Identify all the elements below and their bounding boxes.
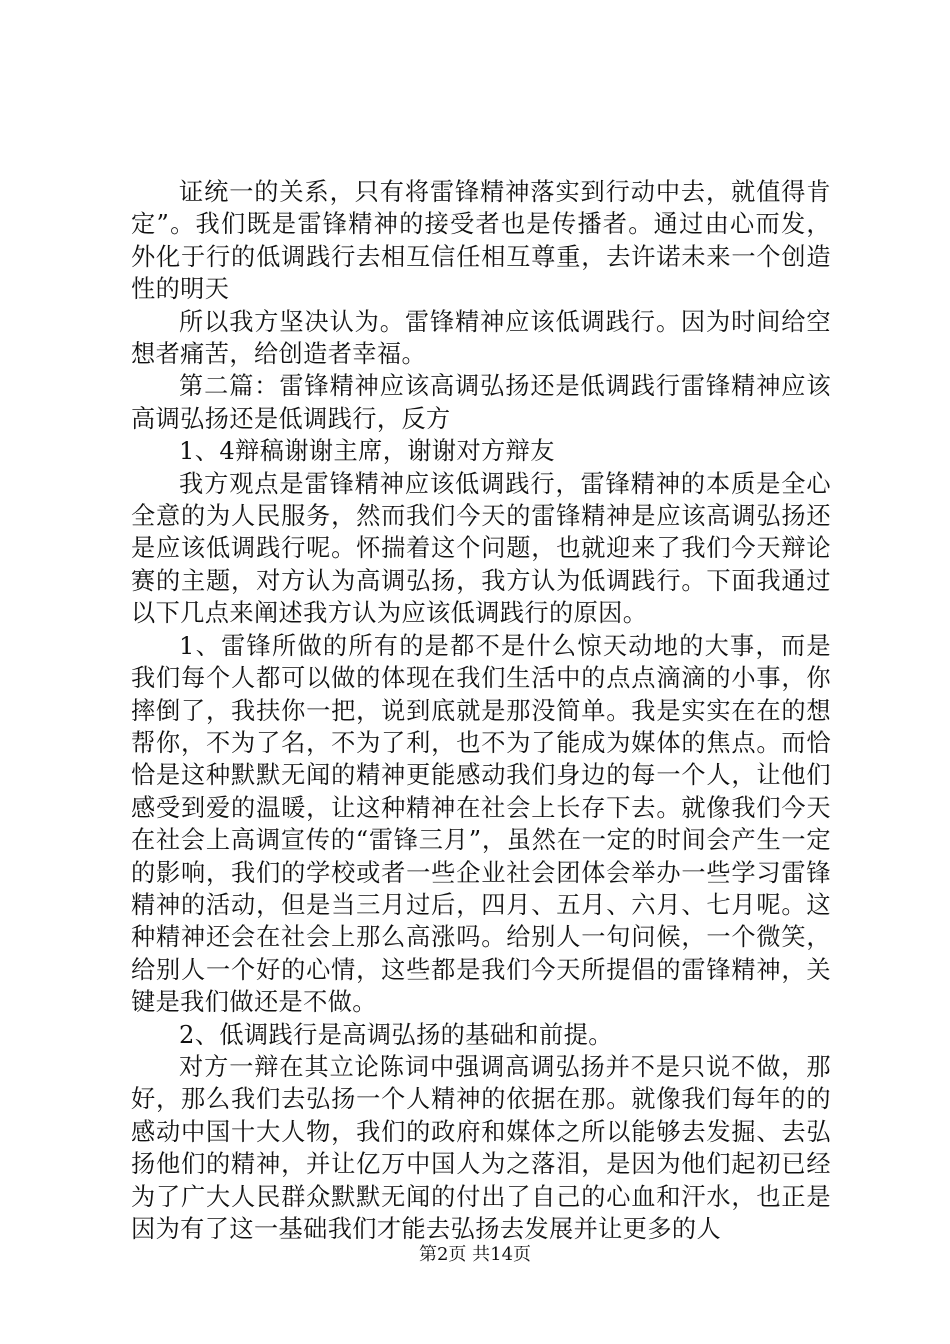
paragraph: 所以我方坚决认为。雷锋精神应该低调践行。因为时间给空想者痛苦，给创造者幸福。 [131,307,831,369]
document-body [131,176,831,1245]
paragraph: 1、雷锋所做的所有的是都不是什么惊天动地的大事，而是我们每个人都可以做的体现在我们生活中的点点滴滴的小事，你摔倒了，我扶你一把，说到底就是那没简单。我是实实在在的想帮你，不为了名，不为了利，也不为了能成为媒体的焦点。而恰恰是这种默默无闻的精神更能感动我们身边的每一个人，让他们感受到爱的温暖，让这种精神在社会上长存下去。就像我们今天在社会上高调宣传的“雷锋三月”，虽然在一定的时间会产生一定的影响，我们的学校或者一些企业社会团体会举办一些学习雷锋精神的活动，但是当三月过后，四月、五月、六月、七月呢。这种精神还会在社会上那么高涨吗。给别人一句问候，一个微笑，给别人一个好的心情，这些都是我们今天所提倡的雷锋精神，关键是我们做还是不做。 [131,631,831,1017]
paragraph: 证统一的关系，只有将雷锋精神落实到行动中去，就值得肯定”。我们既是雷锋精神的接受者也是传播者。通过由心而发，外化于行的低调践行去相互信任相互尊重，去许诺未来一个创造性的明天 [131,178,831,304]
paragraph: 我方观点是雷锋精神应该低调践行，雷锋精神的本质是全心全意的为人民服务，然而我们今天的雷锋精神是应该高调弘扬还是应该低调践行呢。怀揣着这个问题，也就迎来了我们今天辩论赛的主题，对方认为高调弘扬，我方认为低调践行。下面我通过以下几点来阐述我方认为应该低调践行的原因。 [131,469,831,628]
paragraph: 1、4辩稿谢谢主席，谢谢对方辩友 [179,437,555,466]
paragraph: 2、低调践行是高调弘扬的基础和前提。 [179,1020,613,1049]
paragraph: 对方一辩在其立论陈词中强调高调弘扬并不是只说不做，那好，那么我们去弘扬一个人精神的依据在那。就像我们每年的的感动中国十大人物，我们的政府和媒体之所以能够去发掘、去弘扬他们的精神，并让亿万中国人为之落泪，是因为他们起初已经为了广大人民群众默默无闻的付出了自己的心血和汗水，也正是因为有了这一基础我们才能去弘扬去发展并让更多的人 [131,1052,831,1243]
paragraph: 第二篇：雷锋精神应该高调弘扬还是低调践行雷锋精神应该高调弘扬还是低调践行，反方 [131,372,831,433]
page-footer: 第2页 共14页 [418,1244,532,1265]
